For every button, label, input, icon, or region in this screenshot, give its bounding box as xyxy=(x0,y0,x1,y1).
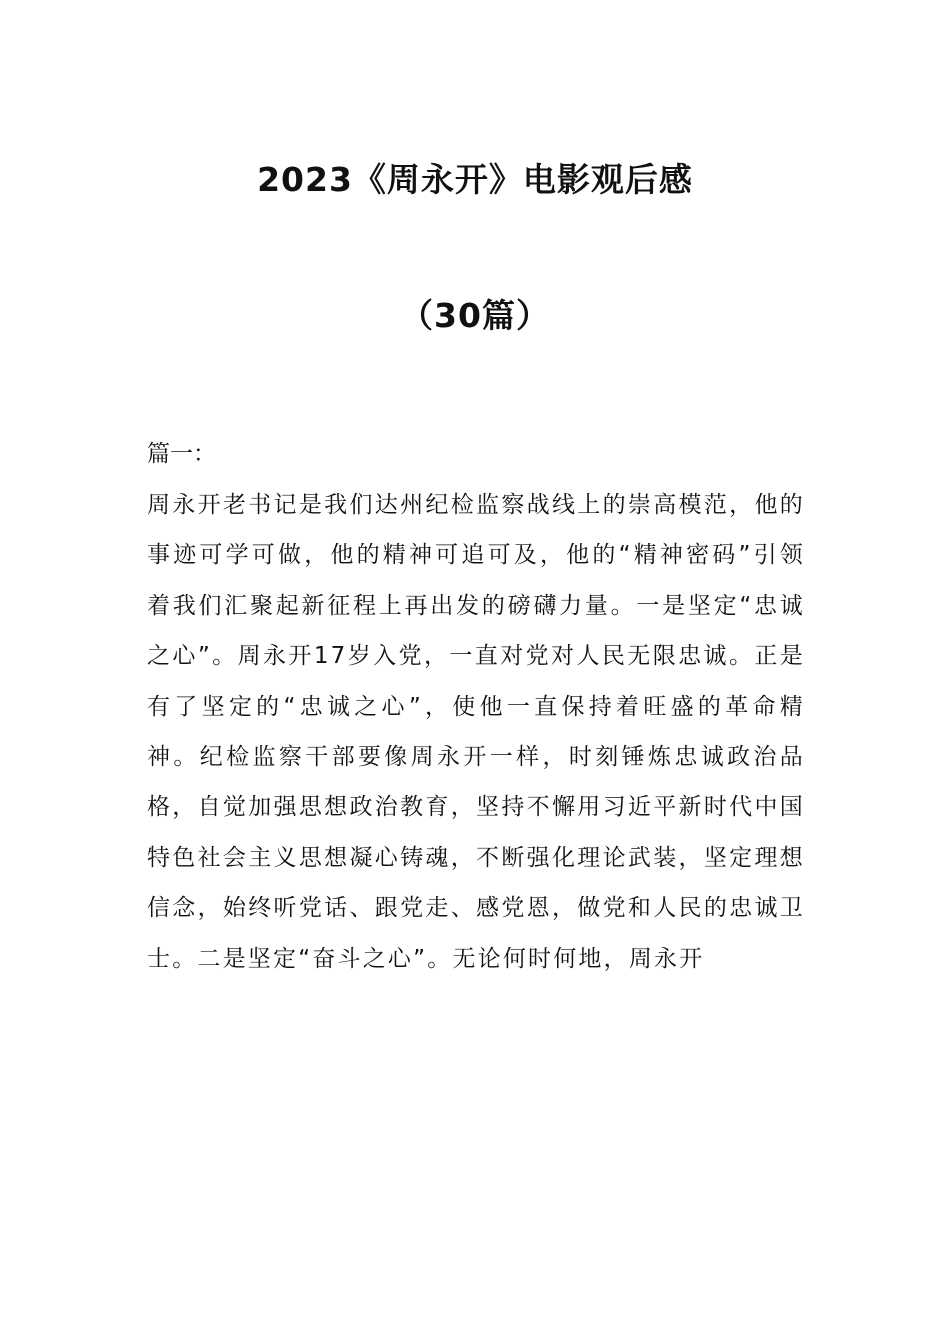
document-subtitle: （30篇） xyxy=(400,296,550,335)
section-label: 篇一： xyxy=(147,441,216,467)
body-paragraph: 周永开老书记是我们达州纪检监察战线上的崇高模范，他的事迹可学可做，他的精神可追可及，他的“精神密码”引领着我们汇聚起新征程上再出发的磅礴力量。一是坚定“忠诚之心”。周永开17岁入党，一直对党对人民无限忠诚。正是有了坚定的“忠诚之心”，使他一直保持着旺盛的革命精神。纪检监察干部要像周永开一样，时刻锤炼忠诚政治品格，自觉加强思想政治教育，坚持不懈用习近平新时代中国特色社会主义思想凝心铸魂，不断强化理论武装，坚定理想信念，始终听党话、跟党走、感党恩，做党和人民的忠诚卫士。二是坚定“奋斗之心”。无论何时何地，周永开 xyxy=(147,492,805,972)
document-title: 2023《周永开》电影观后感 xyxy=(257,160,693,199)
